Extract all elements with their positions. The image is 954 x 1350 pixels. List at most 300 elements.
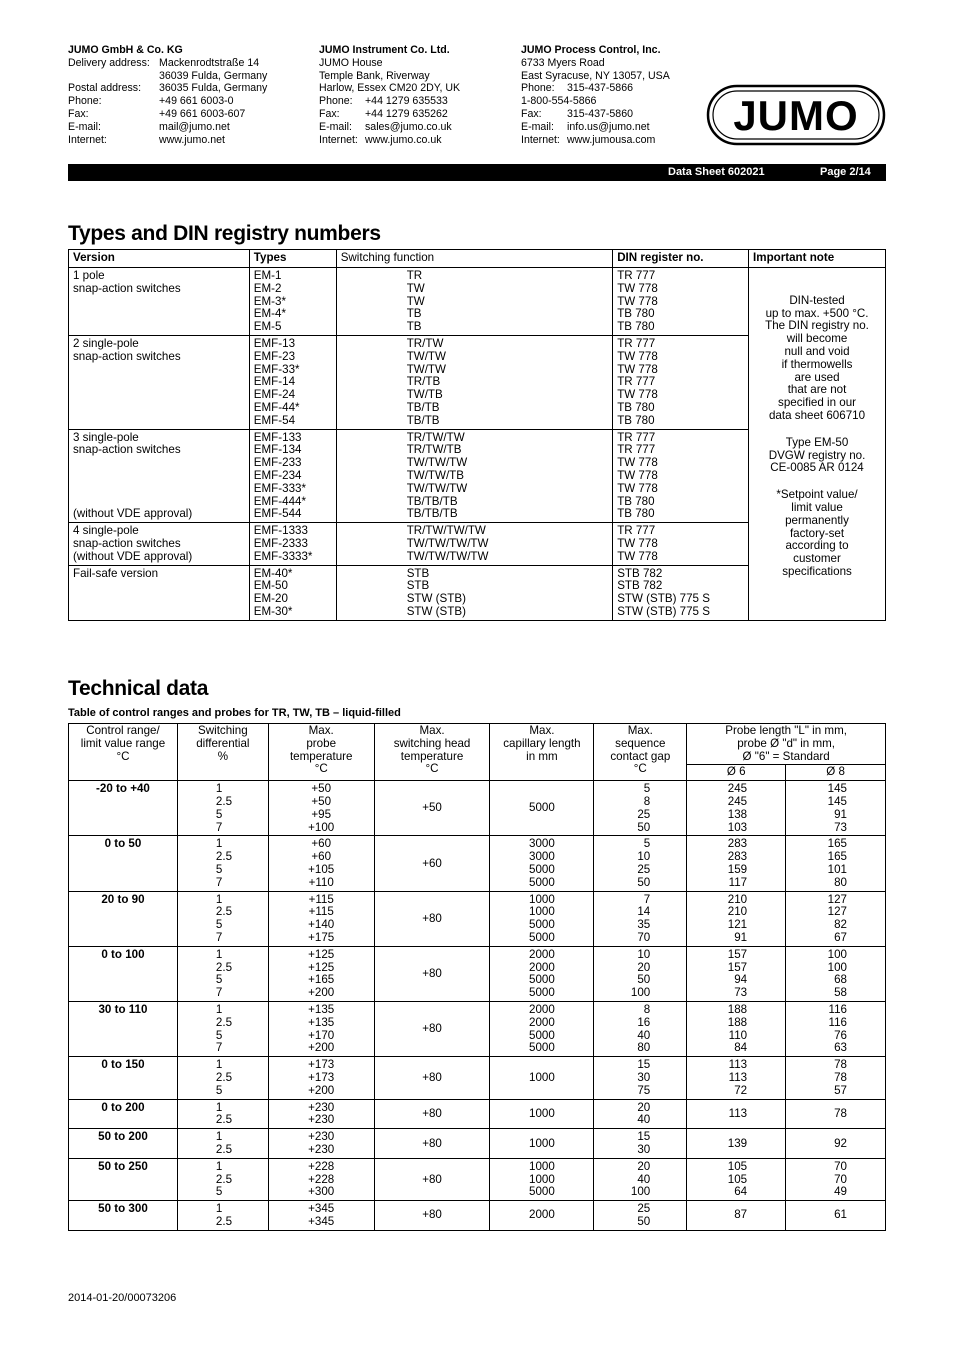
text-line: +230 bbox=[308, 1100, 335, 1114]
col-max-head-temp bbox=[374, 724, 490, 781]
table-row bbox=[69, 1201, 886, 1231]
text-line: +230 bbox=[308, 1113, 335, 1127]
text-line: TR/TW/TW bbox=[406, 430, 465, 444]
col-types: Types bbox=[249, 250, 336, 268]
address-row bbox=[521, 82, 670, 95]
text-line: TW/TW/TW bbox=[406, 456, 468, 470]
text-line: °C bbox=[425, 762, 439, 776]
text-line: (without VDE approval) bbox=[73, 507, 193, 521]
address-row bbox=[521, 121, 670, 134]
text-line: 67 bbox=[834, 930, 847, 944]
text-line: 5000 bbox=[529, 875, 555, 889]
text-line: % bbox=[217, 749, 228, 763]
text-line: TB/TB bbox=[406, 413, 440, 427]
probe-temp-cell bbox=[268, 1057, 374, 1099]
text-line: 7 bbox=[215, 930, 223, 944]
text-line: 50 bbox=[637, 875, 651, 889]
text-line: factory-set bbox=[789, 526, 845, 540]
text-line: 5000 bbox=[529, 1028, 555, 1042]
text-line: will become bbox=[786, 332, 848, 346]
text-line: +60 bbox=[311, 850, 332, 864]
probe-temp-cell bbox=[268, 1001, 374, 1056]
version-cell bbox=[69, 565, 250, 620]
text-line: 50 bbox=[637, 973, 651, 987]
address-label: Fax: bbox=[319, 107, 340, 120]
text-line: EM-30* bbox=[253, 604, 293, 618]
text-line: TW/TW bbox=[406, 362, 446, 376]
text-line: if thermowells bbox=[781, 357, 853, 371]
col-d6: Ø 6 bbox=[687, 765, 786, 781]
gap-cell bbox=[594, 1201, 687, 1231]
text-line: TR 777 bbox=[617, 375, 656, 389]
text-line: 40 bbox=[637, 1028, 651, 1042]
address-label: Phone: bbox=[68, 95, 102, 108]
table-row bbox=[69, 946, 886, 1001]
text-line: TR 777 bbox=[617, 443, 656, 457]
data-sheet-number: Data Sheet 602021 bbox=[668, 166, 765, 178]
col-max-probe-temp bbox=[268, 724, 374, 781]
text-line: TW 778 bbox=[617, 468, 658, 482]
text-line: 1 pole bbox=[73, 269, 105, 282]
text-line: EMF-444* bbox=[253, 494, 306, 508]
text-line: Type EM-50 bbox=[785, 435, 849, 449]
capillary-cell bbox=[490, 836, 594, 891]
function-cell bbox=[336, 268, 613, 336]
differential-cell bbox=[177, 1201, 268, 1231]
text-line: 25 bbox=[637, 1202, 651, 1216]
text-line: 2.5 bbox=[215, 850, 233, 864]
types-cell bbox=[249, 429, 336, 523]
text-line: 2.5 bbox=[215, 1214, 233, 1228]
text-line: 113 bbox=[728, 1106, 748, 1120]
address-row bbox=[319, 57, 460, 70]
gap-cell bbox=[594, 891, 687, 946]
text-line: +125 bbox=[308, 947, 335, 961]
address-label: Internet: bbox=[319, 133, 358, 146]
text-line: 165 bbox=[827, 837, 847, 851]
range-cell: 30 to 110 bbox=[69, 1001, 178, 1056]
text-line: +173 bbox=[308, 1070, 335, 1084]
text-line: EMF-14 bbox=[253, 375, 296, 389]
text-line: 30 bbox=[637, 1142, 651, 1156]
col-switching-differential bbox=[177, 724, 268, 781]
text-line: null and void bbox=[784, 345, 850, 359]
text-line: TW 778 bbox=[617, 294, 658, 308]
jumo-logo bbox=[706, 84, 886, 146]
d8-cell bbox=[786, 891, 886, 946]
table-row bbox=[69, 1129, 886, 1159]
address-row bbox=[319, 121, 460, 134]
probe-temp-cell bbox=[268, 781, 374, 836]
head-temp-cell: +80 bbox=[374, 1129, 490, 1159]
text-line: +165 bbox=[308, 973, 335, 987]
text-line: STB bbox=[406, 566, 430, 580]
text-line: 5000 bbox=[529, 986, 555, 1000]
capillary-cell bbox=[490, 1001, 594, 1056]
range-cell: 0 to 150 bbox=[69, 1057, 178, 1099]
text-line: 91 bbox=[834, 807, 847, 821]
text-line: capillary length bbox=[503, 736, 581, 750]
d6-cell bbox=[687, 1201, 786, 1231]
text-line: 1000 bbox=[529, 1172, 555, 1186]
text-line: 50 bbox=[637, 820, 651, 834]
text-line: 82 bbox=[834, 918, 847, 932]
text-line: 70 bbox=[834, 1159, 847, 1173]
text-line: EMF-544 bbox=[253, 507, 302, 521]
address-row bbox=[521, 57, 670, 70]
version-cell bbox=[69, 523, 250, 565]
text-line: TB 780 bbox=[617, 307, 655, 321]
text-line: 20 bbox=[637, 960, 651, 974]
text-line: 2.5 bbox=[215, 1172, 233, 1186]
range-cell: 50 to 250 bbox=[69, 1158, 178, 1200]
text-line: probe Ø "d" in mm, bbox=[737, 736, 836, 750]
text-line: +50 bbox=[311, 782, 332, 796]
address-label: E-mail: bbox=[319, 120, 352, 133]
text-line: 3000 bbox=[529, 850, 555, 864]
text-line: 100 bbox=[630, 986, 651, 1000]
text-line: 94 bbox=[734, 973, 748, 987]
head-temp-cell: +50 bbox=[374, 781, 490, 836]
text-line: 8 bbox=[643, 1002, 651, 1016]
differential-cell bbox=[177, 1001, 268, 1056]
text-line: +125 bbox=[308, 960, 335, 974]
probe-temp-cell bbox=[268, 1099, 374, 1129]
text-line: permanently bbox=[785, 513, 849, 527]
din-registry-table bbox=[68, 249, 886, 621]
text-line: TW 778 bbox=[617, 549, 658, 563]
text-line: 68 bbox=[834, 973, 847, 987]
text-line: 283 bbox=[727, 850, 748, 864]
d8-cell bbox=[786, 946, 886, 1001]
text-line: +345 bbox=[308, 1202, 335, 1216]
text-line: 5000 bbox=[529, 973, 555, 987]
address-row bbox=[68, 70, 267, 83]
address-value: www.jumo.co.uk bbox=[365, 133, 442, 146]
probe-temp-cell bbox=[268, 891, 374, 946]
address-value: 315-437-5866 bbox=[567, 82, 633, 95]
text-line: 3 single-pole bbox=[73, 430, 139, 444]
text-line: TW 778 bbox=[617, 536, 658, 550]
text-line: 2.5 bbox=[215, 1015, 233, 1029]
text-line: 1 bbox=[215, 1130, 223, 1144]
text-line: 116 bbox=[828, 1002, 847, 1016]
text-line: +230 bbox=[308, 1130, 335, 1144]
address-value: www.jumo.net bbox=[159, 133, 225, 146]
col-din-register: DIN register no. bbox=[613, 250, 749, 268]
text-line: 1000 bbox=[529, 1070, 555, 1084]
gap-cell bbox=[594, 946, 687, 1001]
gap-cell bbox=[594, 1001, 687, 1056]
text-line: 5000 bbox=[529, 1185, 555, 1199]
din-cell bbox=[613, 565, 749, 620]
text-line: 1 bbox=[215, 837, 223, 851]
text-line: TW/TB bbox=[406, 388, 443, 402]
text-line: TW bbox=[406, 294, 425, 308]
d8-cell bbox=[786, 836, 886, 891]
text-line: +170 bbox=[308, 1028, 335, 1042]
d8-cell bbox=[786, 1099, 886, 1129]
header-bar bbox=[68, 164, 886, 181]
text-line: 14 bbox=[637, 905, 651, 919]
text-line: 188 bbox=[727, 1015, 748, 1029]
text-line: +115 bbox=[308, 892, 334, 906]
d8-cell bbox=[786, 781, 886, 836]
text-line: EM-50 bbox=[253, 579, 288, 593]
differential-cell bbox=[177, 1057, 268, 1099]
text-line: 63 bbox=[834, 1041, 847, 1055]
text-line: EM-1 bbox=[253, 269, 282, 282]
col-max-capillary bbox=[490, 724, 594, 781]
col-important-note: Important note bbox=[749, 250, 886, 268]
text-line: 1000 bbox=[529, 892, 555, 906]
table-row bbox=[69, 1001, 886, 1056]
text-line: 78 bbox=[834, 1106, 847, 1120]
d8-cell bbox=[786, 1201, 886, 1231]
text-line: 7 bbox=[643, 892, 651, 906]
text-line: °C bbox=[633, 762, 647, 776]
text-line: EM-3* bbox=[253, 294, 286, 308]
address-label: E-mail: bbox=[68, 120, 101, 133]
text-line: TW/TW/TW/TW bbox=[406, 549, 489, 563]
text-line: EMF-233 bbox=[253, 456, 302, 470]
text-line: TB 780 bbox=[617, 400, 655, 414]
address-value: Temple Bank, Riverway bbox=[319, 69, 430, 82]
text-line: 40 bbox=[637, 1113, 651, 1127]
table-row bbox=[69, 1057, 886, 1099]
address-value: 36035 Fulda, Germany bbox=[159, 82, 268, 95]
head-temp-cell: +80 bbox=[374, 1057, 490, 1099]
text-line: 105 bbox=[727, 1172, 748, 1186]
differential-cell bbox=[177, 1099, 268, 1129]
text-line: *Setpoint value/ bbox=[776, 488, 858, 502]
text-line: 1000 bbox=[529, 1159, 555, 1173]
text-line: EM-2 bbox=[253, 281, 282, 295]
text-line: 73 bbox=[834, 820, 847, 834]
table-subtitle: Table of control ranges and probes for TR, TW, TB – liquid-filled bbox=[68, 707, 401, 719]
text-line: 15 bbox=[637, 1130, 651, 1144]
text-line: 7 bbox=[215, 986, 223, 1000]
text-line: 5 bbox=[215, 1028, 223, 1042]
text-line: Probe length "L" in mm, bbox=[725, 724, 847, 737]
text-line: 165 bbox=[827, 850, 847, 864]
differential-cell bbox=[177, 1129, 268, 1159]
text-line: 5000 bbox=[529, 862, 555, 876]
text-line: TB bbox=[406, 320, 422, 334]
text-line: 5 bbox=[215, 807, 223, 821]
function-cell bbox=[336, 565, 613, 620]
text-line: snap-action switches bbox=[73, 536, 181, 550]
text-line: 15 bbox=[637, 1058, 651, 1072]
text-line: 35 bbox=[637, 918, 651, 932]
text-line: 1000 bbox=[529, 905, 555, 919]
version-cell bbox=[69, 335, 250, 429]
text-line: 80 bbox=[637, 1041, 651, 1055]
company-name: JUMO GmbH & Co. KG bbox=[68, 44, 183, 56]
text-line: The DIN registry no. bbox=[765, 319, 869, 333]
function-cell bbox=[336, 523, 613, 565]
section-title-technical: Technical data bbox=[68, 677, 209, 700]
text-line: 91 bbox=[734, 930, 748, 944]
text-line: TR 777 bbox=[617, 430, 656, 444]
text-line: TW 778 bbox=[617, 456, 658, 470]
address-value: 315-437-5860 bbox=[567, 107, 633, 120]
text-line: EM-40* bbox=[253, 566, 293, 580]
text-line: temperature bbox=[289, 749, 353, 763]
d6-cell bbox=[687, 781, 786, 836]
d6-cell bbox=[687, 1001, 786, 1056]
capillary-cell bbox=[490, 891, 594, 946]
col-contact-gap bbox=[594, 724, 687, 781]
address-label bbox=[68, 70, 159, 83]
text-line: 20 bbox=[637, 1159, 651, 1173]
text-line: TB/TB/TB bbox=[406, 507, 458, 521]
text-line: 72 bbox=[734, 1083, 748, 1097]
text-line: 127 bbox=[827, 892, 847, 906]
text-line: (without VDE approval) bbox=[73, 549, 193, 563]
text-line: 70 bbox=[834, 1172, 847, 1186]
logo-text: JUMO bbox=[733, 92, 859, 139]
text-line: EMF-234 bbox=[253, 468, 302, 482]
text-line: 1 bbox=[215, 947, 223, 961]
d6-cell bbox=[687, 946, 786, 1001]
address-label: Internet: bbox=[68, 133, 107, 146]
table-row bbox=[69, 1099, 886, 1129]
text-line: 64 bbox=[734, 1185, 748, 1199]
probe-temp-cell bbox=[268, 1129, 374, 1159]
text-line: 157 bbox=[727, 947, 748, 961]
head-temp-cell: +80 bbox=[374, 1099, 490, 1129]
text-line: TB/TB/TB bbox=[406, 494, 458, 508]
text-line: 5 bbox=[215, 918, 223, 932]
text-line: TB 780 bbox=[617, 494, 655, 508]
text-line: temperature bbox=[400, 749, 464, 763]
address-row bbox=[68, 121, 267, 134]
d6-cell bbox=[687, 1129, 786, 1159]
address-value: East Syracuse, NY 13057, USA bbox=[521, 69, 670, 82]
function-cell bbox=[336, 335, 613, 429]
text-line: EMF-44* bbox=[253, 400, 300, 414]
head-temp-cell: +80 bbox=[374, 891, 490, 946]
text-line: +105 bbox=[308, 862, 335, 876]
text-line: EMF-13 bbox=[253, 336, 296, 350]
text-line: 145 bbox=[827, 782, 847, 796]
d6-cell bbox=[687, 1158, 786, 1200]
gap-cell bbox=[594, 1129, 687, 1159]
text-line: TR/TB bbox=[406, 375, 441, 389]
address-value: 36039 Fulda, Germany bbox=[159, 69, 268, 82]
text-line: TW 778 bbox=[617, 362, 658, 376]
text-line: STB 782 bbox=[617, 566, 663, 580]
text-line: 101 bbox=[827, 862, 847, 876]
range-cell: 0 to 50 bbox=[69, 836, 178, 891]
text-line: 5 bbox=[215, 1185, 223, 1199]
text-line: TR/TW/TW/TW bbox=[406, 524, 486, 538]
text-line: CE-0085 AR 0124 bbox=[770, 461, 864, 475]
text-line: TB bbox=[406, 307, 422, 321]
text-line: 159 bbox=[727, 862, 748, 876]
text-line: 2.5 bbox=[215, 1113, 233, 1127]
address-row bbox=[319, 108, 460, 121]
types-cell bbox=[249, 268, 336, 336]
gap-cell bbox=[594, 1099, 687, 1129]
text-line: EMF-1333 bbox=[253, 524, 308, 538]
version-cell bbox=[69, 429, 250, 523]
address-label: Phone: bbox=[521, 82, 555, 95]
text-line: specified in our bbox=[778, 396, 857, 410]
address-label: Delivery address: bbox=[68, 56, 150, 69]
text-line: 2.5 bbox=[215, 794, 233, 808]
text-line: +175 bbox=[308, 930, 335, 944]
text-line: 92 bbox=[834, 1136, 847, 1150]
text-line: +135 bbox=[308, 1002, 335, 1016]
address-label: Internet: bbox=[521, 133, 560, 146]
text-line: up to max. +500 °C. bbox=[765, 306, 869, 320]
text-line: TB/TB bbox=[406, 400, 440, 414]
text-line: are used bbox=[794, 370, 840, 384]
text-line: 20 bbox=[637, 1100, 651, 1114]
text-line: 1 bbox=[215, 1002, 223, 1016]
text-line: 49 bbox=[834, 1185, 847, 1199]
address-label: Fax: bbox=[68, 107, 89, 120]
address-value: Harlow, Essex CM20 2DY, UK bbox=[319, 82, 461, 95]
page-number: Page 2/14 bbox=[820, 166, 871, 178]
table-row bbox=[69, 268, 886, 336]
address-value: mail@jumo.net bbox=[159, 120, 230, 133]
text-line: +60 bbox=[311, 837, 332, 851]
d6-cell bbox=[687, 836, 786, 891]
text-line: 121 bbox=[727, 918, 748, 932]
text-line: TW 778 bbox=[617, 481, 658, 495]
d8-cell bbox=[786, 1001, 886, 1056]
types-cell bbox=[249, 335, 336, 429]
address-row bbox=[68, 95, 267, 108]
text-line: 1 bbox=[215, 782, 223, 796]
text-line: 76 bbox=[834, 1028, 847, 1042]
address-value: 6733 Myers Road bbox=[521, 56, 605, 69]
address-row bbox=[68, 82, 267, 95]
text-line: 30 bbox=[637, 1070, 651, 1084]
table-header-row bbox=[69, 250, 886, 268]
address-row bbox=[319, 95, 460, 108]
address-jumo-gmbh bbox=[68, 44, 267, 146]
capillary-cell bbox=[490, 946, 594, 1001]
probe-temp-cell bbox=[268, 1158, 374, 1200]
text-line: EM-5 bbox=[253, 320, 282, 334]
text-line: 1000 bbox=[529, 1136, 555, 1150]
text-line: STW (STB) 775 S bbox=[617, 592, 710, 606]
text-line: 139 bbox=[727, 1136, 748, 1150]
text-line: +95 bbox=[311, 807, 332, 821]
document-id: 2014-01-20/00073206 bbox=[68, 1292, 177, 1304]
text-line: 100 bbox=[827, 947, 847, 961]
gap-cell bbox=[594, 1057, 687, 1099]
range-cell: 0 to 200 bbox=[69, 1099, 178, 1129]
d8-cell bbox=[786, 1057, 886, 1099]
text-line: STB bbox=[406, 579, 430, 593]
text-line: 7 bbox=[215, 1041, 223, 1055]
address-label: Postal address: bbox=[68, 82, 142, 95]
text-line: 80 bbox=[834, 875, 847, 889]
text-line: 61 bbox=[834, 1208, 847, 1222]
text-line: TW/TW/TW/TW bbox=[406, 536, 489, 550]
text-line: STW (STB) 775 S bbox=[617, 604, 710, 618]
d8-cell bbox=[786, 1158, 886, 1200]
address-value: JUMO House bbox=[319, 56, 383, 69]
text-line: 10 bbox=[637, 947, 651, 961]
address-jumo-uk bbox=[319, 44, 460, 146]
text-line: +135 bbox=[308, 1015, 335, 1029]
